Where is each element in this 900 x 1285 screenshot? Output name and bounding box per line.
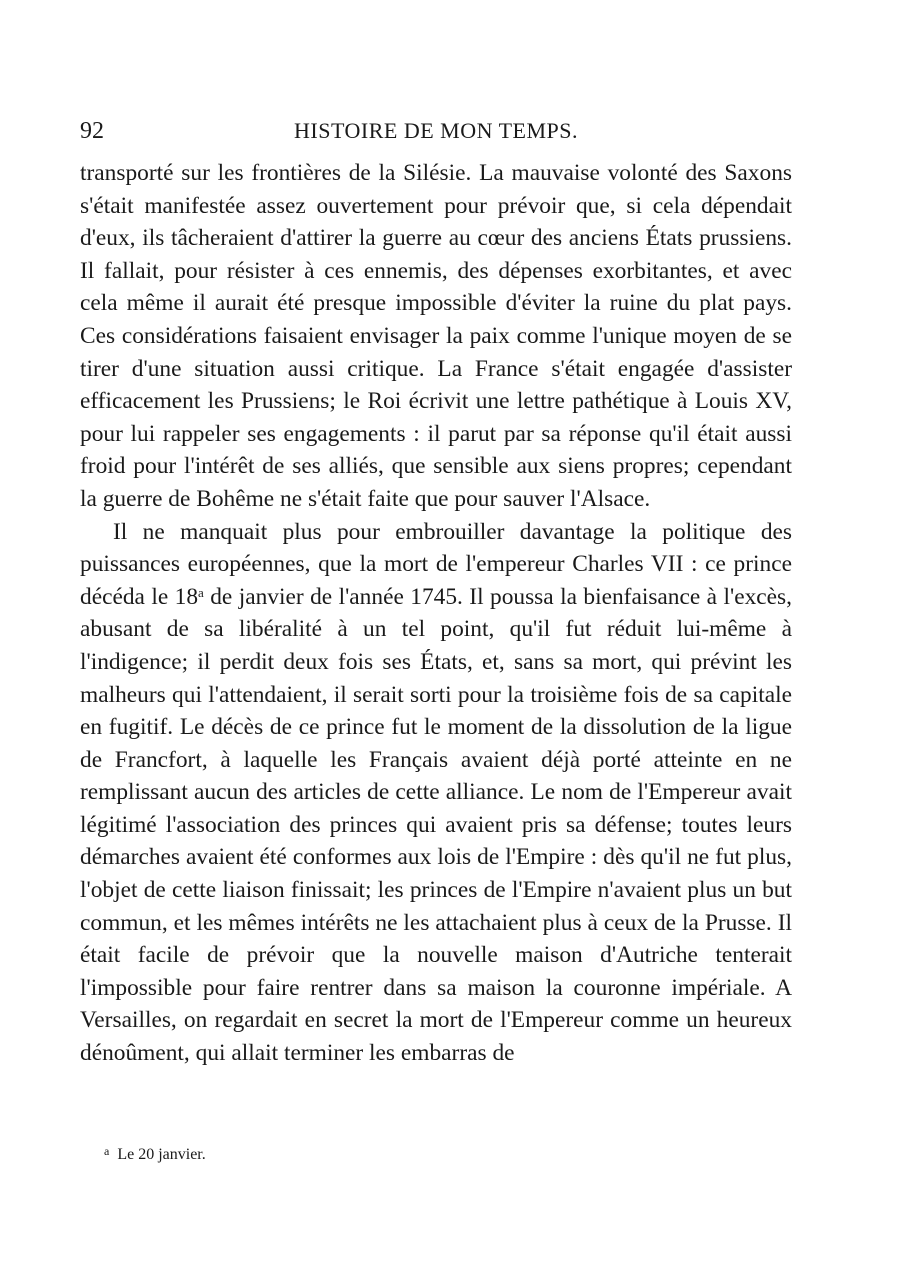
- footnote-text: Le 20 janvier.: [117, 1146, 206, 1163]
- page-header: [80, 116, 792, 146]
- paragraph-2: [80, 516, 792, 1070]
- footnote-mark: a: [104, 1144, 110, 1158]
- body-text: [80, 157, 792, 1070]
- footnote-reference: a: [198, 584, 204, 600]
- paragraph-2-text-after-note: de janvier de l'année 1745. Il poussa la bienfaisance à l'excès, abusant de sa libéralité à un tel point, qu'il fut réduit lui-même à l'indigence; il perdit deux fois ses États, et, sans sa mort, qui prévint les malheurs qui l'attendaient, il serait sorti pour la troisième fois de sa capitale en fugitif. Le décès de ce prince fut le moment de la dissolution de la ligue de Francfort, à laquelle les Français avaient déjà porté atteinte en ne remplissant aucun des articles de cette alliance. Le nom de l'Empereur avait légitimé l'association des princes qui avaient pris sa défense; toutes leurs démarches avaient été conformes aux lois de l'Empire : dès qu'il ne fut plus, l'objet de cette liaison finissait; les princes de l'Empire n'avaient plus un but commun, et les mêmes intérêts ne les attachaient plus à ceux de la Prusse. Il était facile de prévoir que la nouvelle maison d'Autriche tenterait l'impossible pour faire rentrer dans sa maison la couronne impériale. A Versailles, on regardait en secret la mort de l'Empereur comme un heureux dénoûment, qui allait terminer les embarras de: [80, 583, 792, 1067]
- paragraph-1: transporté sur les frontières de la Silésie. La mauvaise volonté des Saxons s'était manifestée assez ouvertement pour prévoir que, si cela dépendait d'eux, ils tâcheraient d'attirer la guerre au cœur des anciens États prussiens. Il fallait, pour résister à ces ennemis, des dépenses exorbitantes, et avec cela même il aurait été presque impossible d'éviter la ruine du plat pays. Ces considérations faisaient envisager la paix comme l'unique moyen de se tirer d'une situation aussi critique. La France s'était engagée d'assister efficacement les Prussiens; le Roi écrivit une lettre pathétique à Louis XV, pour lui rappeler ses engagements : il parut par sa réponse qu'il était aussi froid pour l'intérêt de ses alliés, que sensible aux siens propres; cependant la guerre de Bohême ne s'était faite que pour sauver l'Alsace.: [80, 160, 792, 512]
- running-title: HISTOIRE DE MON TEMPS.: [294, 118, 578, 143]
- footnote: [104, 1139, 206, 1167]
- page-number: 92: [80, 118, 104, 144]
- paragraph-2-text-before-note: Il ne manquait plus pour embrouiller davantage la politique des puissances européennes, que la mort de l'empereur Charles VII : ce prince décéda le 18: [80, 518, 792, 610]
